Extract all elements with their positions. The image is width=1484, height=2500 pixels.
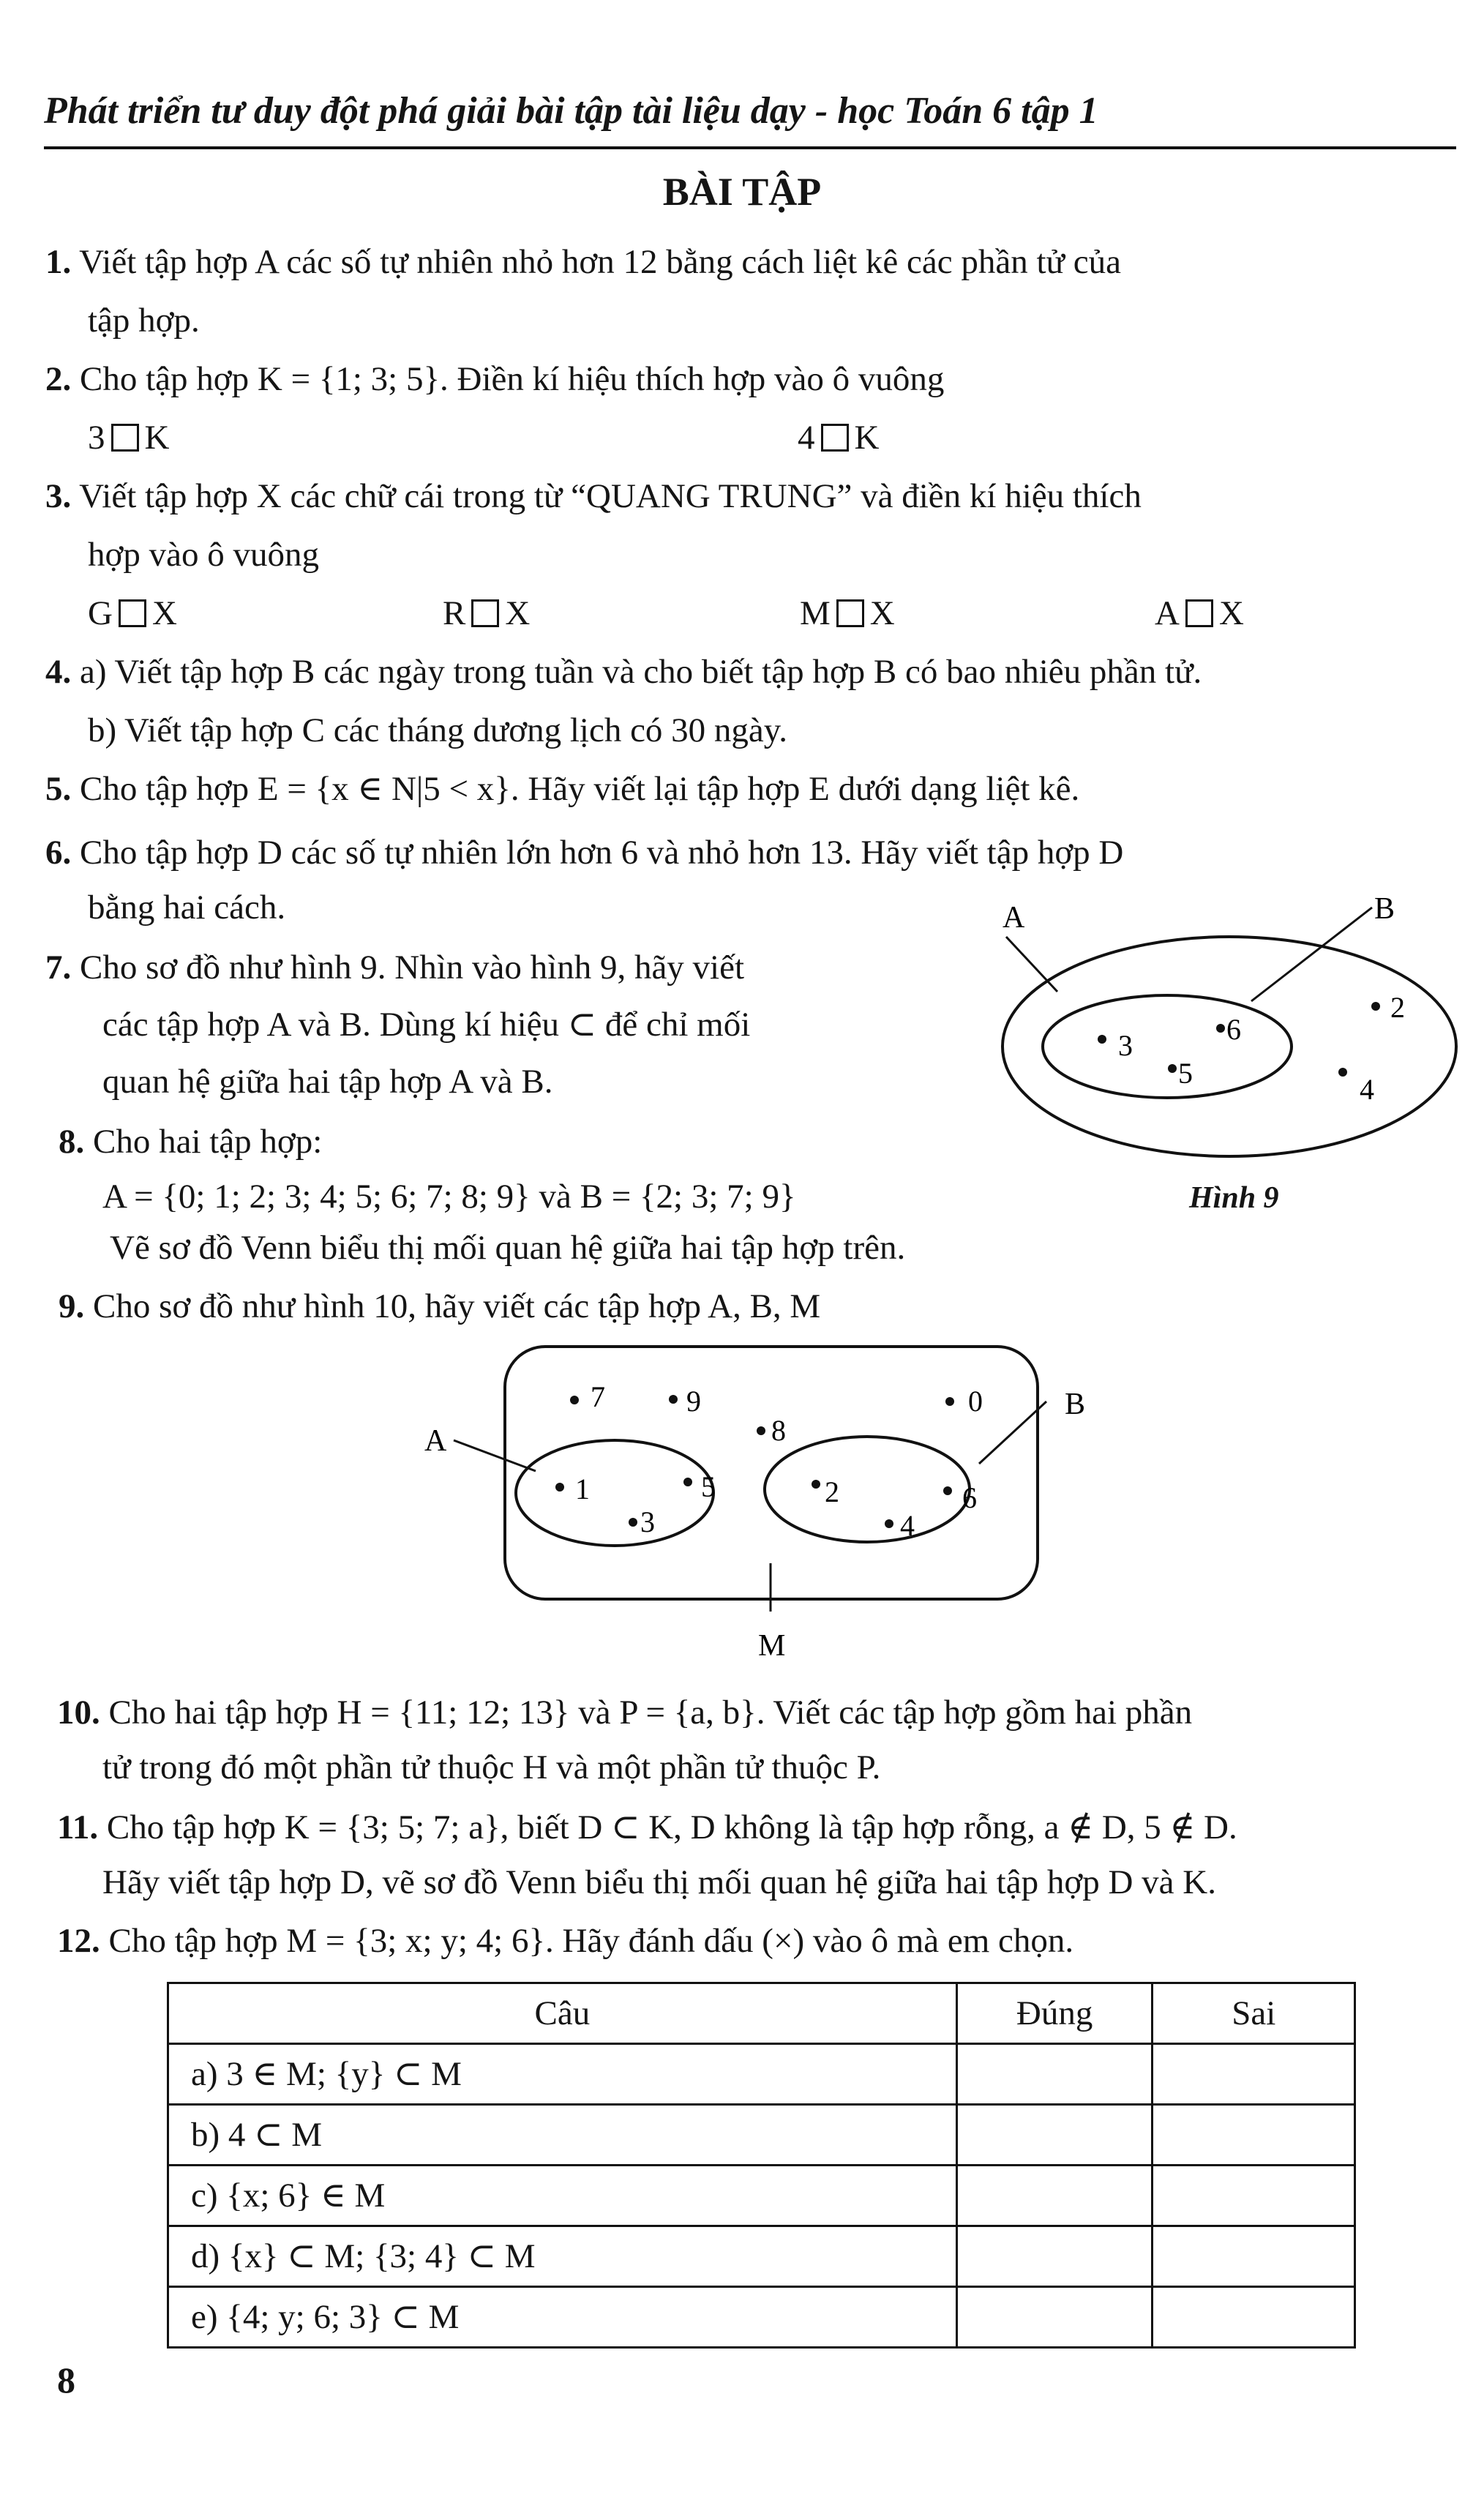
element-dot — [1216, 1024, 1225, 1033]
set-label: K — [144, 419, 170, 457]
exercise-number: 4. — [45, 653, 72, 691]
exercise-8-line2: A = {0; 1; 2; 3; 4; 5; 6; 7; 8; 9} và B = {2; 3; 7; 9} — [102, 1178, 796, 1216]
page-header: Phát triển tư duy đột phá giải bài tập tài liệu dạy - học Toán 6 tập 1 — [44, 90, 1098, 132]
element-label: 2 — [825, 1475, 839, 1508]
set-label: K — [854, 419, 880, 457]
exercise-1 — [45, 233, 1121, 291]
table-row — [168, 2166, 1355, 2226]
exercise-9 — [59, 1277, 820, 1336]
element-dot — [683, 1478, 692, 1486]
exercise-text: Viết tập hợp X các chữ cái trong từ “QUANG TRUNG” và điền kí hiệu thích — [79, 477, 1142, 515]
column-header-true: Đúng — [956, 1983, 1153, 2044]
set-a-ellipse — [1003, 937, 1456, 1156]
false-answer-cell[interactable] — [1153, 2044, 1355, 2105]
element-dot — [1338, 1068, 1347, 1077]
set-label: X — [151, 594, 177, 632]
exercise-6 — [45, 823, 1123, 882]
answer-box — [836, 599, 864, 627]
exercise-3-item — [443, 584, 530, 643]
exercise-number: 9. — [59, 1287, 85, 1325]
answer-box — [471, 599, 499, 627]
section-title: BÀI TẬP — [662, 170, 822, 214]
exercise-10-line2: tử trong đó một phần tử thuộc H và một phần tử thuộc P. — [102, 1748, 881, 1786]
statement-cell: c) {x; 6} ∈ M — [168, 2166, 957, 2226]
exercise-8 — [59, 1112, 322, 1171]
element-label: 5 — [701, 1470, 716, 1503]
figure-10-label-m: M — [758, 1629, 786, 1663]
exercise-number: 10. — [57, 1694, 100, 1732]
figure-9-label-a: A — [1003, 901, 1025, 935]
exercise-text: Cho tập hợp K = {1; 3; 5}. Điền kí hiệu thích hợp vào ô vuông — [80, 360, 945, 398]
exercise-number: 3. — [45, 477, 72, 515]
exercise-3-item — [88, 584, 177, 643]
column-header-false: Sai — [1153, 1983, 1355, 2044]
exercise-text: Cho sơ đồ như hình 9. Nhìn vào hình 9, hãy viết — [80, 948, 745, 987]
statement-cell: a) 3 ∈ M; {y} ⊂ M — [168, 2044, 957, 2105]
set-a-ellipse — [516, 1440, 713, 1546]
set-label: X — [1218, 594, 1244, 632]
true-answer-cell[interactable] — [956, 2044, 1153, 2105]
element-label: 6 — [1226, 1013, 1241, 1046]
exercise-3 — [45, 467, 1142, 525]
exercise-10 — [57, 1683, 1192, 1742]
statement-cell: d) {x} ⊂ M; {3; 4} ⊂ M — [168, 2226, 957, 2287]
exercise-11-line2: Hãy viết tập hợp D, vẽ sơ đồ Venn biểu thị mối quan hệ giữa hai tập hợp D và K. — [102, 1863, 1216, 1901]
exercise-3-item — [1155, 584, 1244, 643]
exercise-number: 2. — [45, 360, 72, 398]
figure-10-label-b: B — [1065, 1388, 1086, 1421]
answer-box — [111, 424, 139, 452]
exercise-6-line2: bằng hai cách. — [88, 888, 286, 927]
element-label: R — [443, 594, 466, 632]
exercise-12 — [57, 1912, 1073, 1970]
true-answer-cell[interactable] — [956, 2105, 1153, 2166]
set-b-ellipse — [765, 1437, 970, 1542]
exercise-number: 12. — [57, 1922, 100, 1960]
element-label: 9 — [686, 1385, 701, 1418]
label-a-pointer — [454, 1440, 536, 1471]
label-a-pointer — [1006, 937, 1057, 992]
exercise-number: 8. — [59, 1123, 85, 1161]
exercise-2 — [45, 350, 944, 408]
element-label: 4 — [1360, 1073, 1374, 1106]
answer-box — [821, 424, 849, 452]
header-rule — [44, 146, 1456, 149]
exercise-7 — [45, 938, 744, 997]
figure-10-label-a: A — [424, 1424, 447, 1458]
exercise-text: Cho tập hợp D các số tự nhiên lớn hơn 6 và nhỏ hơn 13. Hãy viết tập hợp D — [80, 834, 1124, 872]
element-label: 4 — [798, 419, 815, 457]
element-label: A — [1155, 594, 1180, 632]
exercise-4 — [45, 643, 1202, 701]
element-label: 0 — [968, 1385, 983, 1418]
element-label: M — [800, 594, 831, 632]
figure-9-caption: Hình 9 — [1189, 1181, 1279, 1215]
set-label: X — [869, 594, 895, 632]
element-dot — [555, 1483, 564, 1492]
false-answer-cell[interactable] — [1153, 2166, 1355, 2226]
exercise-number: 11. — [57, 1808, 99, 1846]
exercise-3-line2: hợp vào ô vuông — [88, 536, 319, 574]
exercise-number: 6. — [45, 834, 72, 872]
figure-9-label-b: B — [1374, 892, 1395, 926]
element-label: 7 — [591, 1380, 605, 1413]
element-dot — [945, 1397, 954, 1406]
true-answer-cell[interactable] — [956, 2287, 1153, 2348]
exercise-number: 7. — [45, 948, 72, 987]
element-dot — [629, 1518, 637, 1527]
exercise-text: Viết tập hợp A các số tự nhiên nhỏ hơn 12 bằng cách liệt kê các phần tử của — [79, 243, 1121, 281]
set-b-ellipse — [1043, 995, 1292, 1098]
element-label: 3 — [640, 1505, 655, 1538]
element-label: 1 — [575, 1472, 590, 1505]
table-row — [168, 2105, 1355, 2166]
false-answer-cell[interactable] — [1153, 2287, 1355, 2348]
element-dot — [757, 1426, 765, 1435]
exercise-2-item-b — [798, 408, 879, 467]
table-row — [168, 2044, 1355, 2105]
column-header-statement: Câu — [168, 1983, 957, 2044]
statement-cell: e) {4; y; 6; 3} ⊂ M — [168, 2287, 957, 2348]
element-label: 8 — [771, 1414, 786, 1447]
set-label: X — [505, 594, 531, 632]
element-label: 6 — [962, 1481, 977, 1514]
exercise-text: Cho tập hợp E = {x ∈ N|5 < x}. Hãy viết lại tập hợp E dưới dạng liệt kê. — [80, 770, 1080, 808]
element-label: 4 — [900, 1509, 915, 1542]
element-label: G — [88, 594, 113, 632]
element-label: 2 — [1390, 991, 1405, 1024]
true-answer-cell[interactable] — [956, 2166, 1153, 2226]
exercise-1-line2: tập hợp. — [88, 302, 200, 340]
answer-box — [119, 599, 146, 627]
false-answer-cell[interactable] — [1153, 2105, 1355, 2166]
exercise-5 — [45, 760, 1079, 818]
exercise-3-item — [800, 584, 895, 643]
exercise-text: Cho sơ đồ như hình 10, hãy viết các tập hợp A, B, M — [93, 1287, 821, 1325]
exercise-4-line2: b) Viết tập hợp C các tháng dương lịch có 30 ngày. — [88, 711, 787, 749]
figure-10-venn — [410, 1332, 1112, 1669]
exercise-text: Cho tập hợp M = {3; x; y; 4; 6}. Hãy đánh dấu (×) vào ô mà em chọn. — [108, 1922, 1074, 1960]
exercise-2-item-a — [88, 408, 169, 467]
exercise-text: Cho hai tập hợp: — [93, 1123, 323, 1161]
element-dot — [1371, 1002, 1380, 1011]
statement-cell: b) 4 ⊂ M — [168, 2105, 957, 2166]
exercise-8-line3: Vẽ sơ đồ Venn biểu thị mối quan hệ giữa hai tập hợp trên. — [110, 1229, 906, 1267]
true-answer-cell[interactable] — [956, 2226, 1153, 2287]
answer-box — [1185, 599, 1213, 627]
exercise-text: Cho tập hợp K = {3; 5; 7; a}, biết D ⊂ K, D không là tập hợp rỗng, a ∉ D, 5 ∉ D. — [106, 1808, 1237, 1846]
element-label: 3 — [88, 419, 105, 457]
exercise-number: 1. — [45, 243, 72, 281]
exercise-number: 5. — [45, 770, 72, 808]
table-row — [168, 2226, 1355, 2287]
page-number: 8 — [57, 2359, 75, 2400]
table-row — [168, 2287, 1355, 2348]
false-answer-cell[interactable] — [1153, 2226, 1355, 2287]
exercise-text: a) Viết tập hợp B các ngày trong tuần và cho biết tập hợp B có bao nhiêu phần tử. — [80, 653, 1202, 691]
element-label: 5 — [1178, 1057, 1193, 1090]
exercise-11 — [57, 1798, 1237, 1857]
element-label: 3 — [1118, 1029, 1133, 1062]
true-false-table — [167, 1982, 1356, 2349]
table-header-row — [168, 1983, 1355, 2044]
exercise-text: Cho hai tập hợp H = {11; 12; 13} và P = {a, b}. Viết các tập hợp gồm hai phần — [108, 1694, 1193, 1732]
exercise-7-line2: các tập hợp A và B. Dùng kí hiệu ⊂ để chỉ mối — [102, 1006, 751, 1044]
element-dot — [1168, 1064, 1177, 1073]
element-dot — [669, 1395, 678, 1404]
exercise-7-line3: quan hệ giữa hai tập hợp A và B. — [102, 1063, 553, 1101]
element-dot — [1098, 1035, 1106, 1044]
element-dot — [885, 1519, 893, 1528]
element-dot — [570, 1396, 579, 1404]
element-dot — [812, 1480, 820, 1489]
element-dot — [943, 1486, 952, 1495]
